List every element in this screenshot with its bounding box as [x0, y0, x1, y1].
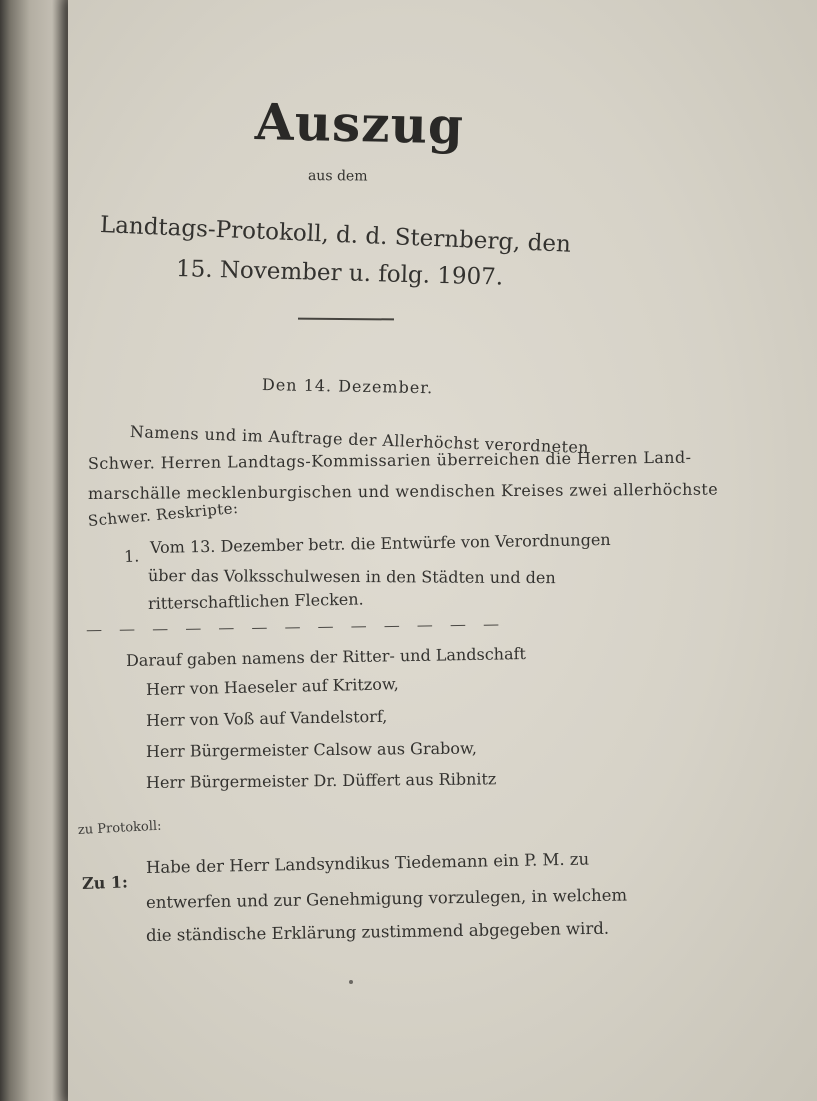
respondent-line: Herr von Voß auf Vandelstorf,: [145, 706, 388, 730]
item-line: über das Volksschulwesen in den Städten und den: [147, 566, 556, 588]
body-line: Schwer. Herren Landtags-Kommissarien überreichen die Herren Land-: [87, 447, 692, 473]
resolution-line: Habe der Herr Landsyndikus Tiedemann ein P. M. zu: [145, 849, 590, 877]
title-subline: aus dem: [307, 168, 368, 185]
respondent-line: Herr Bürgermeister Dr. Düffert aus Ribnitz: [145, 769, 497, 792]
response-intro: Darauf gaben namens der Ritter- und Landschaft: [125, 644, 527, 670]
body-line: marschälle mecklenburgischen und wendischen Kreises zwei allerhöchste: [87, 479, 719, 503]
body-line: Namens und im Auftrage der Allerhöchst verordneten: [129, 422, 590, 458]
resolution-label: Zu 1:: [81, 872, 129, 893]
protocol-heading-line-1: Landtags-Protokoll, d. d. Sternberg, den: [99, 212, 572, 258]
resolution-line: die ständische Erklärung zustimmend abgegeben wird.: [145, 918, 610, 945]
item-line: ritterschaftlichen Flecken.: [147, 589, 364, 613]
respondent-line: Herr Bürgermeister Calsow aus Grabow,: [145, 738, 477, 761]
document-title: Auszug: [254, 92, 465, 156]
item-line: Vom 13. Dezember betr. die Entwürfe von Verordnungen: [149, 529, 611, 557]
dash-separator: — — — — — — — — — — — — —: [85, 614, 506, 639]
body-line: Schwer. Reskripte:: [87, 498, 240, 530]
item-number: 1.: [123, 546, 140, 566]
respondent-line: Herr von Haeseler auf Kritzow,: [145, 674, 399, 699]
resolution-line: entwerfen und zur Genehmigung vorzulegen, in welchem: [145, 885, 628, 912]
page-mark: [349, 980, 353, 984]
protocol-heading-line-2: 15. November u. folg. 1907.: [175, 256, 504, 291]
date-heading: Den 14. Dezember.: [261, 375, 434, 398]
book-gutter: [0, 0, 68, 1101]
protokoll-label: zu Protokoll:: [77, 818, 162, 838]
